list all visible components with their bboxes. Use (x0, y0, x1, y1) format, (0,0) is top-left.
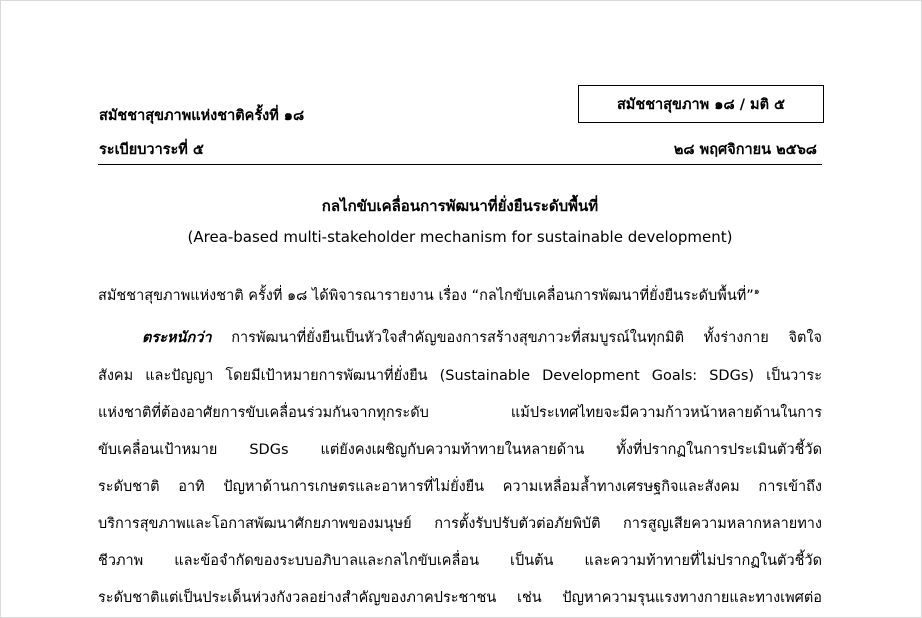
resolution-date: ๒๘ พฤศจิกายน ๒๕๖๘ (673, 142, 817, 158)
body-line: บริการสุขภาพและโอกาสพัฒนาศักยภาพของมนุษย์ การตั้งรับปรับตัวต่อภัยพิบัติ การสูญเสียความหลากหลายทาง (98, 516, 822, 532)
agenda-label: ระเบียบวาระที่ ๕ (99, 142, 204, 158)
footnote-marker: ๑ (753, 287, 760, 298)
document-title: กลไกขับเคลื่อนการพัฒนาที่ยั่งยืนระดับพื้นที่ (321, 197, 599, 215)
body-line (98, 326, 822, 349)
lead-term: ตระหนักว่า (142, 330, 212, 346)
body-line: ขับเคลื่อนเป้าหมาย SDGs แต่ยังคงเผชิญกับความท้าทายในหลายด้าน ทั้งที่ปรากฏในการประเมินตัวชี้วัด (98, 442, 822, 458)
body-line-text: การพัฒนาที่ยั่งยืนเป็นหัวใจสำคัญของการสร้างสุขภาวะที่สมบูรณ์ในทุกมิติ ทั้งร่างกาย จิตใจ (231, 330, 822, 346)
document-subtitle: (Area-based multi-stakeholder mechanism for sustainable development) (187, 228, 733, 246)
body-line: ระดับชาติแต่เป็นประเด็นห่วงกังวลอย่างสำคัญของภาคประชาชน เช่น ปัญหาความรุนแรงทางกายและทางเพศต่อ (98, 590, 822, 606)
assembly-title: สมัชชาสุขภาพแห่งชาติครั้งที่ ๑๘ (99, 108, 305, 124)
intro-text: สมัชชาสุขภาพแห่งชาติ ครั้งที่ ๑๘ ได้พิจารณารายงาน เรื่อง “กลไกขับเคลื่อนการพัฒนาที่ยั่งยืนระดับพื้นที่” (98, 288, 754, 304)
header-divider (98, 164, 822, 165)
resolution-number: สมัชชาสุขภาพ ๑๘ / มติ ๕ (616, 96, 786, 113)
body-line: ระดับชาติ อาทิ ปัญหาด้านการเกษตรและอาหารที่ไม่ยั่งยืน ความเหลื่อมล้ำทางเศรษฐกิจและสังคม การเข้าถึง (98, 479, 822, 495)
body-line: ชีวภาพ และข้อจำกัดของระบบอภิบาลและกลไกขับเคลื่อน เป็นต้น และความท้าทายที่ไม่ปรากฏในตัวชี้วัด (98, 553, 822, 569)
intro-paragraph (98, 284, 822, 307)
resolution-box (578, 85, 824, 123)
body-line: แห่งชาติที่ต้องอาศัยการขับเคลื่อนร่วมกันจากทุกระดับ แม้ประเทศไทยจะมีความก้าวหน้าหลายด้านในการ (98, 405, 822, 421)
body-line: สังคม และปัญญา โดยมีเป้าหมายการพัฒนาที่ยั่งยืน (Sustainable Development Goals: SDGs) เป็นวาระ (98, 368, 822, 384)
